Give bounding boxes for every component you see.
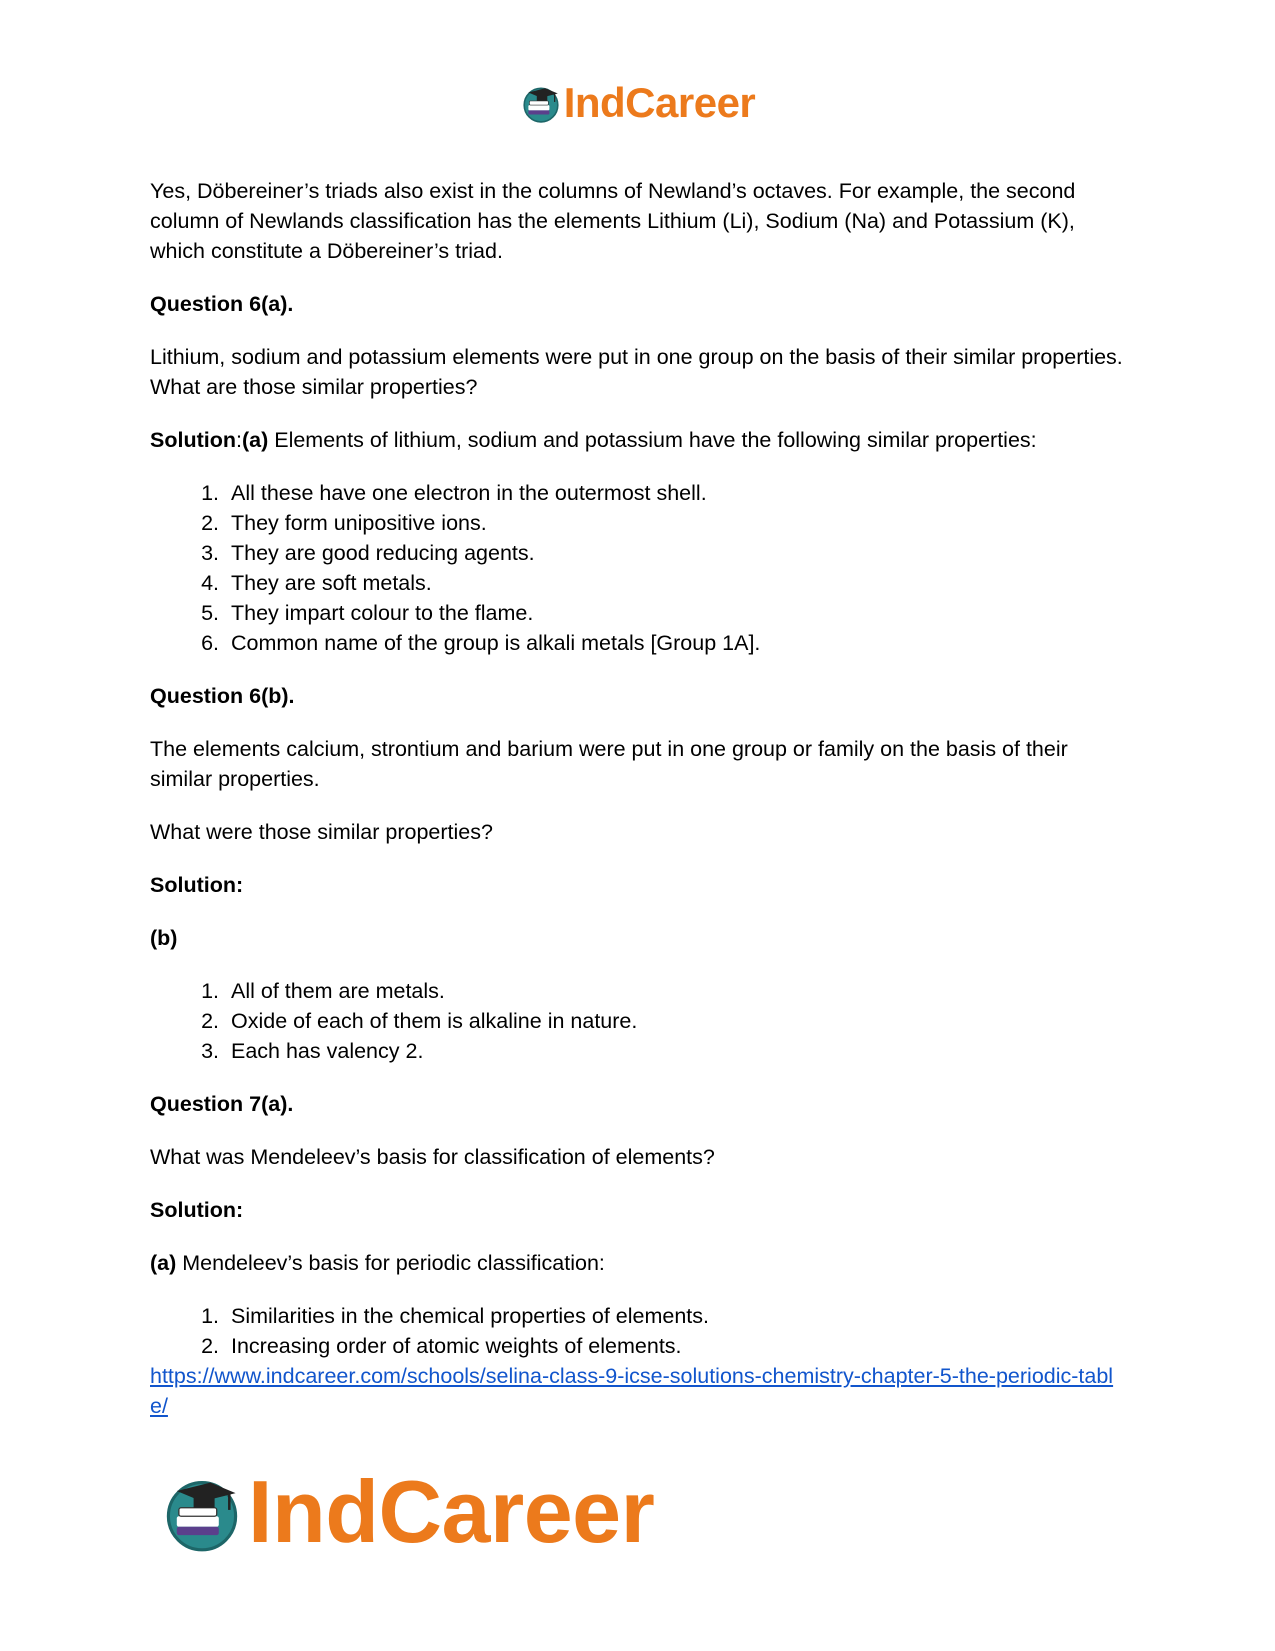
footer-logo: [160, 1462, 655, 1561]
graduation-cap-globe-icon: [520, 82, 562, 124]
question-6b-list: [150, 976, 1130, 1066]
question-6b-solution-label: Solution:: [150, 873, 244, 897]
list-item: 2. Increasing order of atomic weights of elements.: [225, 1331, 1130, 1361]
indcareer-logo: [160, 1462, 655, 1561]
question-6a-solution: Solution:(a) Elements of lithium, sodium and potassium have the following similar properties:: [150, 428, 1037, 452]
question-6b-text: The elements calcium, strontium and barium were put in one group or family on the basis of their similar properties.: [150, 737, 1068, 791]
question-7a-solution-label: Solution:: [150, 1198, 244, 1222]
list-item: 2. Oxide of each of them is alkaline in nature.: [225, 1006, 1130, 1036]
document-body: [150, 176, 1130, 1421]
part-label: (a): [241, 428, 269, 452]
list-item: 5. They impart colour to the flame.: [225, 598, 1130, 628]
part-label: (a): [150, 1251, 177, 1275]
indcareer-logo: [520, 79, 756, 126]
graduation-cap-globe-icon: [160, 1470, 244, 1554]
list-item: 3. They are good reducing agents.: [225, 538, 1130, 568]
list-item: 6. Common name of the group is alkali metals [Group 1A].: [225, 628, 1130, 658]
intro-paragraph: Yes, Döbereiner’s triads also exist in the columns of Newland’s octaves. For example, the second column of Newlands classification has the elements Lithium (Li), Sodium (Na) and Potassium (K), which constitute a Döbereiner’s triad.: [150, 179, 1076, 263]
logo-text: IndCareer: [248, 1462, 655, 1561]
question-6b-text-2: What were those similar properties?: [150, 820, 493, 844]
question-6b-heading: Question 6(b).: [150, 684, 295, 708]
question-6a-list: [150, 478, 1130, 658]
logo-text: IndCareer: [563, 79, 756, 126]
question-6a-text: Lithium, sodium and potassium elements were put in one group on the basis of their similar properties. What are those similar properties?: [150, 345, 1123, 399]
list-item: 3. Each has valency 2.: [225, 1036, 1130, 1066]
list-item: 4. They are soft metals.: [225, 568, 1130, 598]
question-6a-heading: Question 6(a).: [150, 292, 294, 316]
source-link[interactable]: https://www.indcareer.com/schools/selina-class-9-icse-solutions-chemistry-chapter-5-the-periodic-table/: [150, 1364, 1114, 1418]
question-7a-solution: (a) Mendeleev’s basis for periodic classification:: [150, 1251, 605, 1275]
question-7a-text: What was Mendeleev’s basis for classification of elements?: [150, 1145, 715, 1169]
list-item: 2. They form unipositive ions.: [225, 508, 1130, 538]
solution-label: Solution: [150, 428, 236, 452]
header-logo: [0, 78, 1275, 128]
question-6b-part-label: (b): [150, 926, 178, 950]
list-item: 1. All of them are metals.: [225, 976, 1130, 1006]
list-item: 1. Similarities in the chemical properties of elements.: [225, 1301, 1130, 1331]
list-item: 1. All these have one electron in the outermost shell.: [225, 478, 1130, 508]
question-7a-heading: Question 7(a).: [150, 1092, 294, 1116]
question-7a-list: [150, 1301, 1130, 1361]
